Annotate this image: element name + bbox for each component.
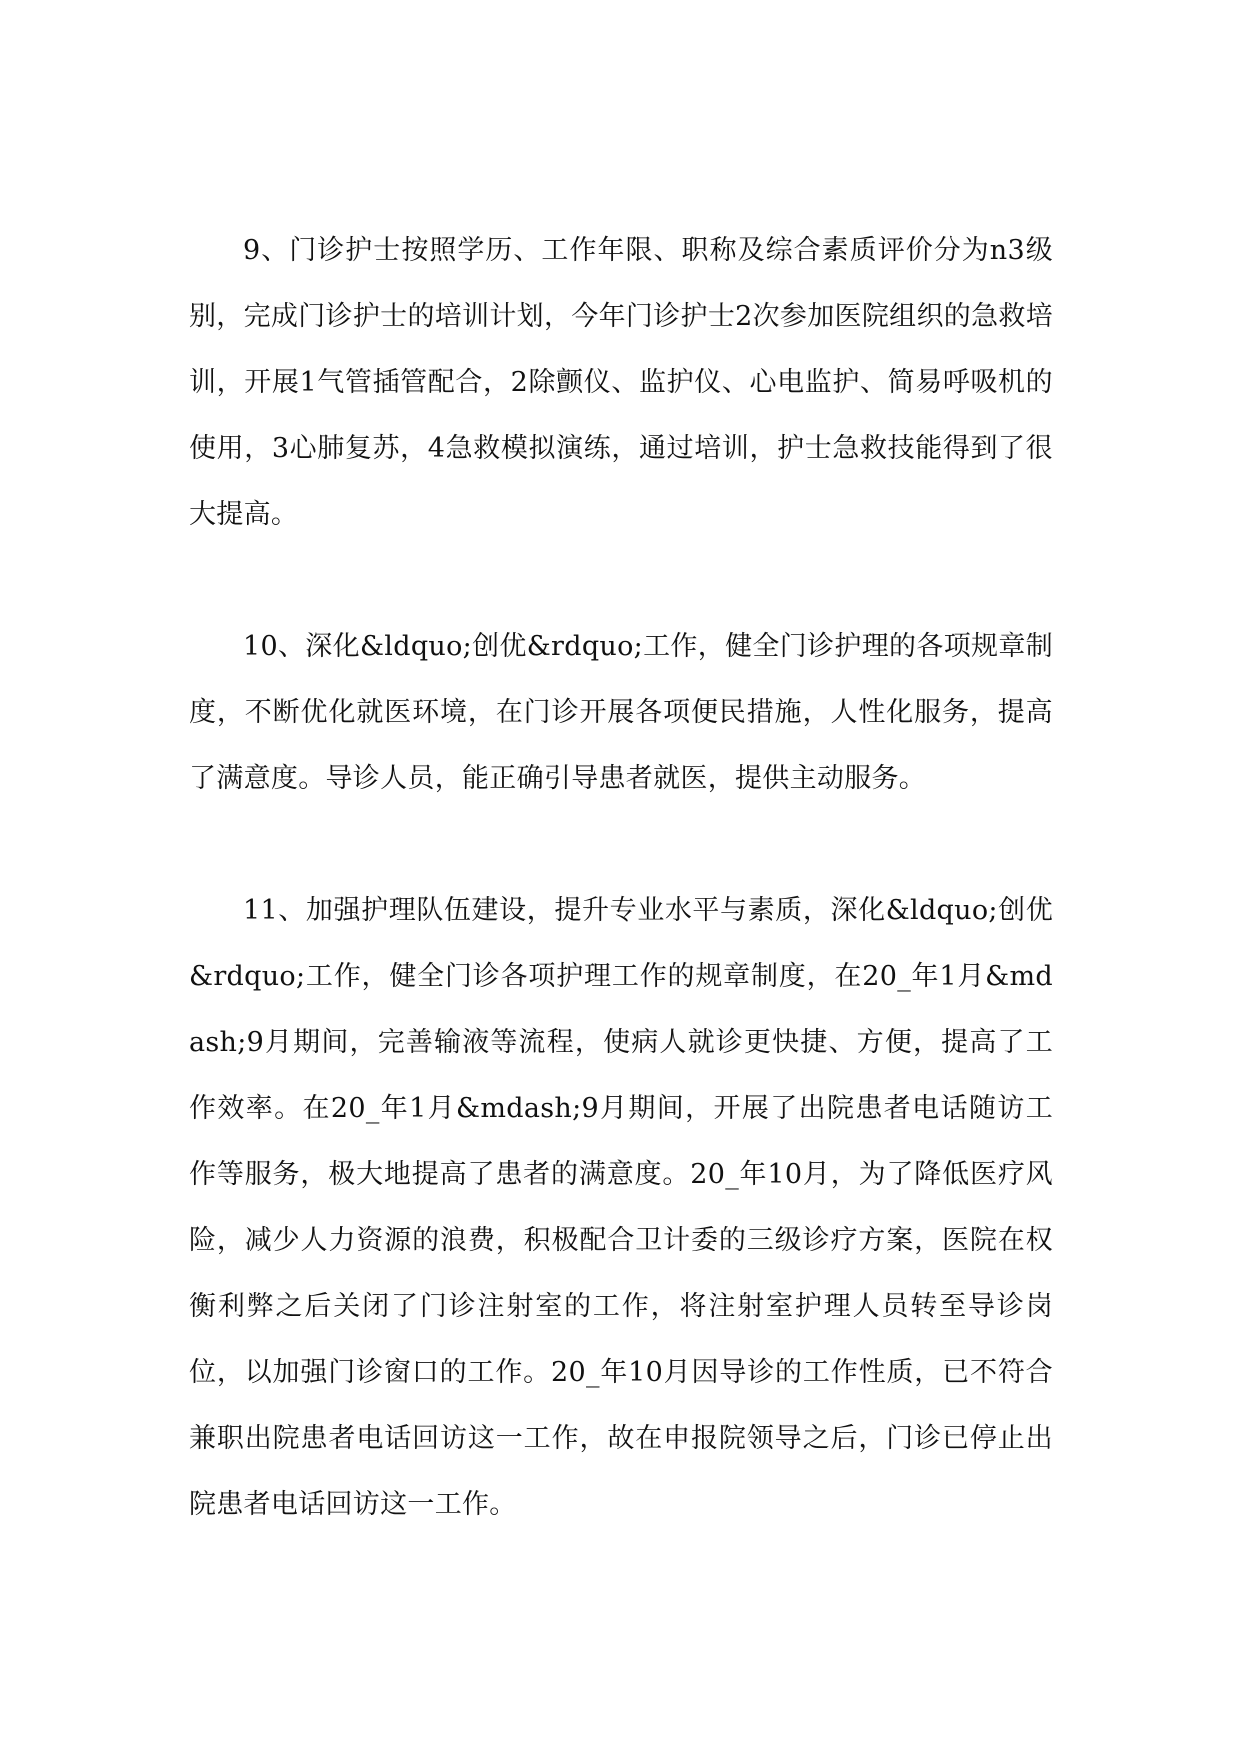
document-body bbox=[189, 218, 1053, 1538]
paragraph-item-9: 9、门诊护士按照学历、工作年限、职称及综合素质评价分为n3级别，完成门诊护士的培训计划，今年门诊护士2次参加医院组织的急救培训，开展1气管插管配合，2除颤仪、监护仪、心电监护、简易呼吸机的使用，3心肺复苏，4急救模拟演练，通过培训，护士急救技能得到了很大提高。 bbox=[189, 235, 1053, 530]
paragraph-item-11: 11、加强护理队伍建设，提升专业水平与素质，深化&ldquo;创优&rdquo;工作，健全门诊各项护理工作的规章制度，在20_年1月&mdash;9月期间，完善输液等流程，使病人就诊更快捷、方便，提高了工作效率。在20_年1月&mdash;9月期间，开展了出院患者电话随访工作等服务，极大地提高了患者的满意度。20_年10月，为了降低医疗风险，减少人力资源的浪费，积极配合卫计委的三级诊疗方案，医院在权衡利弊之后关闭了门诊注射室的工作，将注射室护理人员转至导诊岗位，以加强门诊窗口的工作。20_年10月因导诊的工作性质，已不符合兼职出院患者电话回访这一工作，故在申报院领导之后，门诊已停止出院患者电话回访这一工作。 bbox=[189, 895, 1053, 1520]
paragraph-item-10: 10、深化&ldquo;创优&rdquo;工作，健全门诊护理的各项规章制度，不断优化就医环境，在门诊开展各项便民措施，人性化服务，提高了满意度。导诊人员，能正确引导患者就医，提供主动服务。 bbox=[189, 631, 1053, 794]
